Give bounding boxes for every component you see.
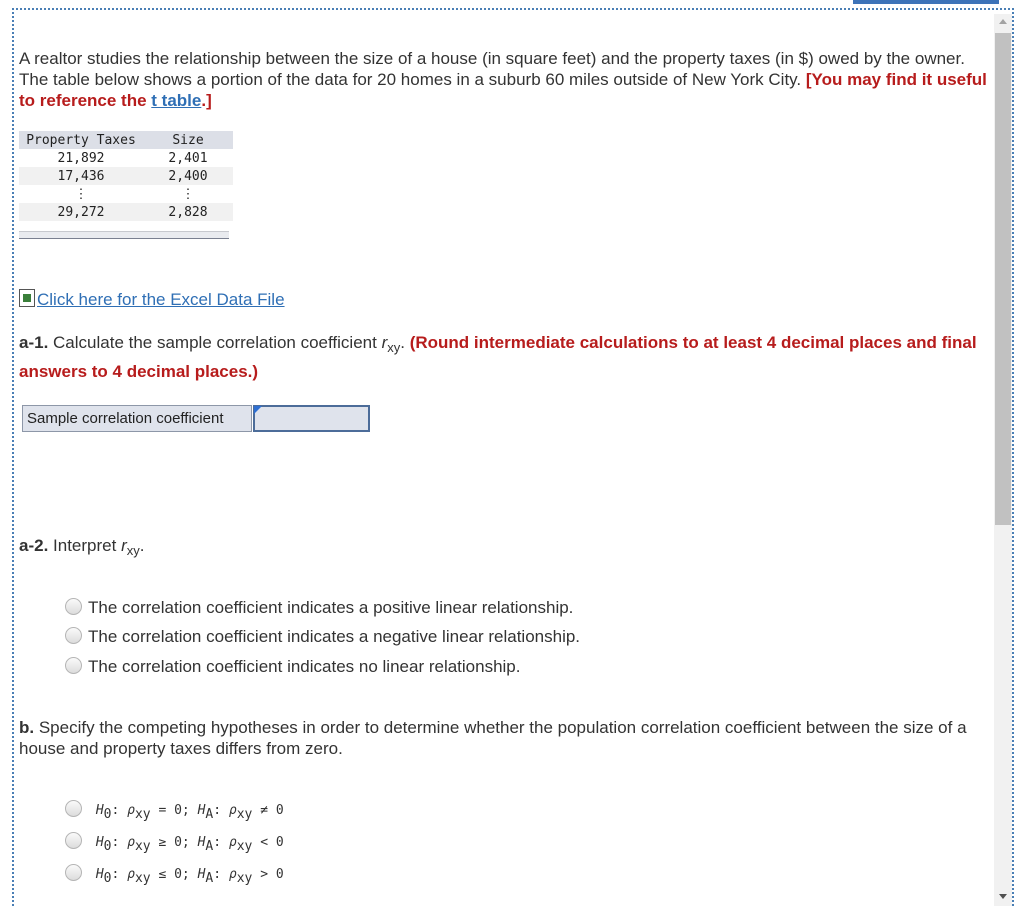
ha-sub: A xyxy=(205,839,214,854)
ha-symbol: H xyxy=(197,835,206,850)
a2-sub: xy xyxy=(126,543,140,558)
rho-symbol: ρ xyxy=(228,803,237,818)
option-label: The correlation coefficient indicates a negative linear relationship. xyxy=(88,627,581,646)
h0-relation: = 0; xyxy=(158,803,190,818)
ha-symbol: H xyxy=(197,803,206,818)
h0-symbol: H xyxy=(95,835,104,850)
table-row xyxy=(19,203,233,221)
ha-relation: < 0 xyxy=(260,835,284,850)
table-cell: 2,828 xyxy=(143,203,233,221)
a2-option-negative[interactable] xyxy=(65,627,580,647)
a1-text: Calculate the sample correlation coefficient xyxy=(53,333,377,352)
a1-punct: . xyxy=(400,333,405,352)
h0-sub: 0 xyxy=(103,871,112,886)
scroll-down-icon[interactable] xyxy=(999,894,1007,899)
a1-label: a-1. xyxy=(19,333,49,352)
t-table-link[interactable]: t table xyxy=(151,91,202,110)
radio-button[interactable] xyxy=(65,657,82,674)
table-cell: 21,892 xyxy=(19,149,143,167)
a2-text: Interpret xyxy=(53,536,117,555)
intro-text: A realtor studies the relationship between the size of a house (in square feet) and the property taxes (in $) owed by the owner. The table below shows a portion of the data for 20 homes in a suburb 60 miles outside of New York City. xyxy=(19,49,965,89)
ha-relation: > 0 xyxy=(260,867,284,882)
intro-paragraph xyxy=(19,48,991,111)
table-cell: 17,436 xyxy=(19,167,143,185)
rho-symbol: ρ xyxy=(127,803,135,818)
h0-symbol: H xyxy=(95,867,104,882)
table-row xyxy=(19,185,233,203)
top-accent-bar xyxy=(853,0,999,4)
table-cell: ⋮ xyxy=(143,185,233,203)
rho-sub: xy xyxy=(236,871,253,886)
b-option-1[interactable]: $H_0$: $\rho_{xy} = 0$; $H_A$: $\rho_{xy} \ne 0$ xyxy=(65,800,284,822)
rho-sub: xy xyxy=(134,871,151,886)
ha-relation: ≠ 0 xyxy=(260,803,284,818)
radio-button[interactable] xyxy=(65,800,82,817)
radio-button[interactable] xyxy=(65,627,82,644)
table-note-close: .] xyxy=(201,91,212,110)
option-label: The correlation coefficient indicates a positive linear relationship. xyxy=(88,598,574,617)
b-option-3[interactable]: $H_0$: $\rho_{xy} \le 0$; $H_A$: $\rho_{xy} > 0$ xyxy=(65,864,284,886)
radio-button[interactable] xyxy=(65,832,82,849)
rho-sub: xy xyxy=(236,807,253,822)
table-row xyxy=(19,149,233,167)
rho-sub: xy xyxy=(134,839,151,854)
rho-symbol: ρ xyxy=(127,867,135,882)
h0-relation: ≤ 0; xyxy=(158,867,190,882)
correlation-label: Sample correlation coefficient xyxy=(22,405,252,432)
h0-relation: ≥ 0; xyxy=(158,835,190,850)
rho-symbol: ρ xyxy=(228,867,237,882)
b-question xyxy=(19,717,991,759)
a2-punct: . xyxy=(139,536,145,555)
column-header-size: Size xyxy=(143,131,233,149)
excel-link[interactable] xyxy=(19,289,285,310)
a1-question xyxy=(19,331,991,384)
correlation-input[interactable] xyxy=(253,405,370,432)
table-cell: 2,401 xyxy=(143,149,233,167)
rho-sub: xy xyxy=(236,839,253,854)
radio-button[interactable] xyxy=(65,864,82,881)
table-row xyxy=(19,167,233,185)
h0-symbol: H xyxy=(95,803,104,818)
h0-sub: 0 xyxy=(103,807,112,822)
a2-option-positive[interactable] xyxy=(65,598,573,618)
scrollbar-thumb[interactable] xyxy=(995,33,1011,525)
flag-icon xyxy=(254,406,262,414)
table-footer-bar xyxy=(19,231,229,239)
b-text: Specify the competing hypotheses in order to determine whether the population correlation coefficient between the size of a house and property taxes differs from zero. xyxy=(19,718,967,758)
a1-var: r xyxy=(381,333,388,352)
table-cell: 2,400 xyxy=(143,167,233,185)
radio-button[interactable] xyxy=(65,598,82,615)
rho-symbol: ρ xyxy=(127,835,135,850)
excel-file-icon xyxy=(19,289,35,307)
a2-label: a-2. xyxy=(19,536,49,555)
a2-question xyxy=(19,535,991,561)
b-option-2[interactable]: $H_0$: $\rho_{xy} \ge 0$; $H_A$: $\rho_{xy} < 0$ xyxy=(65,832,284,854)
ha-sub: A xyxy=(205,807,214,822)
a1-sub: xy xyxy=(387,340,401,355)
data-table xyxy=(19,131,233,221)
b-label: b. xyxy=(19,718,35,737)
ha-symbol: H xyxy=(197,867,206,882)
a2-var: r xyxy=(121,536,127,555)
a1-instruction: (Round intermediate calculations to at least 4 decimal places and final answers to 4 decimal places.) xyxy=(19,333,977,381)
option-label: The correlation coefficient indicates no linear relationship. xyxy=(88,657,521,676)
column-header-property-taxes: Property Taxes xyxy=(19,131,143,149)
ha-sub: A xyxy=(205,871,214,886)
scroll-up-icon[interactable] xyxy=(999,19,1007,24)
rho-symbol: ρ xyxy=(228,835,237,850)
table-cell: ⋮ xyxy=(19,185,143,203)
h0-sub: 0 xyxy=(103,839,112,854)
rho-sub: xy xyxy=(134,807,151,822)
a2-option-none[interactable] xyxy=(65,657,521,677)
table-note-open: [You may find it useful to reference the xyxy=(19,70,987,110)
table-cell: 29,272 xyxy=(19,203,143,221)
excel-link-text[interactable]: Click here for the Excel Data File xyxy=(37,290,285,309)
